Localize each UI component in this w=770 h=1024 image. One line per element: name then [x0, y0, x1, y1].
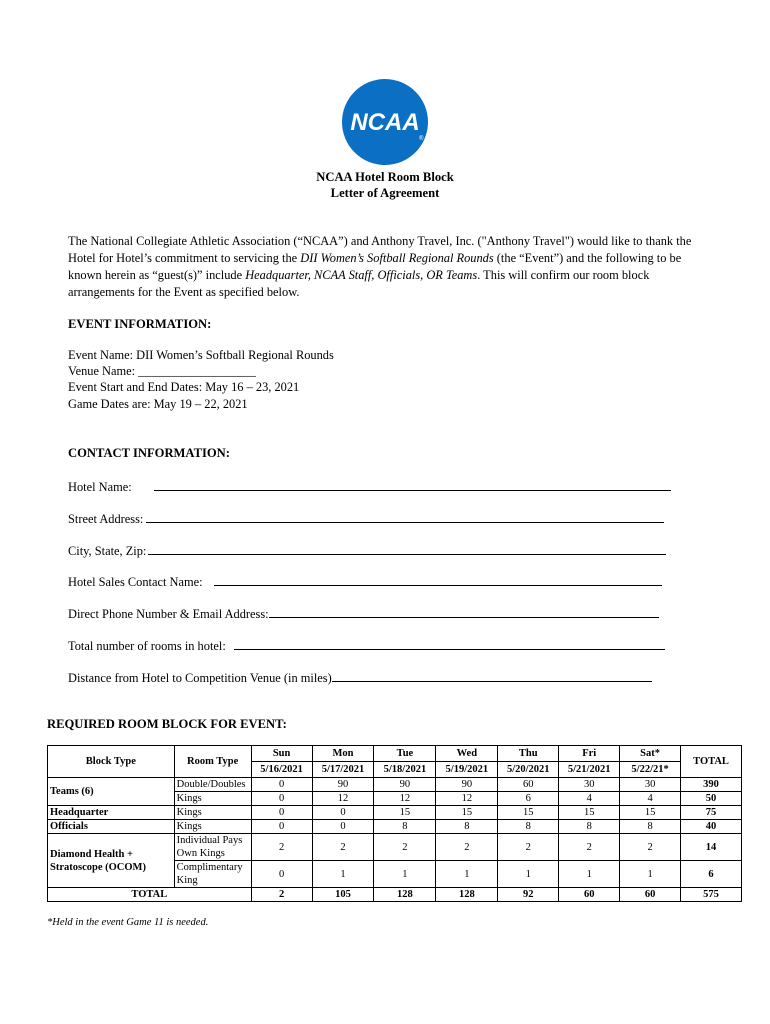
col-total: TOTAL [681, 746, 742, 778]
table-row [48, 834, 742, 861]
room-type-cell: Individual Pays Own Kings [174, 834, 251, 861]
value-cell: 2 [312, 834, 374, 861]
totals-label: TOTAL [48, 888, 252, 902]
day-total-cell: 60 [559, 888, 620, 902]
value-cell: 2 [251, 834, 312, 861]
block-type-cell: Teams (6) [48, 778, 175, 806]
phone-email-field[interactable]: Direct Phone Number & Email Address: [68, 606, 659, 622]
value-cell: 12 [312, 792, 374, 806]
hotel-name-field[interactable]: Hotel Name: [68, 479, 671, 495]
venue-name: Venue Name: ___________________ [68, 364, 256, 378]
value-cell: 0 [312, 806, 374, 820]
row-total-cell: 390 [681, 778, 742, 792]
city-state-zip-field[interactable]: City, State, Zip: [68, 543, 666, 559]
room-block-heading: REQUIRED ROOM BLOCK FOR EVENT: [47, 717, 287, 731]
footnote: *Held in the event Game 11 is needed. [47, 917, 209, 928]
value-cell: 15 [559, 806, 620, 820]
table-row [48, 820, 742, 834]
col-date: 5/18/2021 [374, 762, 436, 778]
value-cell: 15 [374, 806, 436, 820]
value-cell: 0 [312, 820, 374, 834]
document-title: NCAA Hotel Room Block [316, 170, 454, 184]
col-day: Mon [312, 746, 374, 762]
day-total-cell: 105 [312, 888, 374, 902]
event-dates: Event Start and End Dates: May 16 – 23, 2021 [68, 380, 300, 394]
value-cell: 1 [620, 861, 681, 888]
value-cell: 0 [251, 861, 312, 888]
block-type-cell: Diamond Health + Stratoscope (OCOM) [48, 834, 175, 888]
day-total-cell: 60 [620, 888, 681, 902]
row-total-cell: 40 [681, 820, 742, 834]
room-type-cell: Kings [174, 792, 251, 806]
value-cell: 2 [498, 834, 559, 861]
distance-field[interactable]: Distance from Hotel to Competition Venue (in miles) [68, 670, 652, 686]
grand-total-cell: 575 [681, 888, 742, 902]
col-room-type: Room Type [174, 746, 251, 778]
value-cell: 1 [374, 861, 436, 888]
value-cell: 0 [251, 820, 312, 834]
col-date: 5/20/2021 [498, 762, 559, 778]
event-name: Event Name: DII Women’s Softball Regional Rounds [68, 348, 334, 362]
col-day: Wed [436, 746, 498, 762]
totals-row [48, 888, 742, 902]
total-rooms-field[interactable]: Total number of rooms in hotel: [68, 638, 665, 654]
value-cell: 0 [251, 778, 312, 792]
col-day: Sun [251, 746, 312, 762]
col-day: Sat* [620, 746, 681, 762]
ncaa-logo [341, 78, 429, 166]
value-cell: 2 [436, 834, 498, 861]
day-total-cell: 128 [374, 888, 436, 902]
table-row [48, 806, 742, 820]
value-cell: 8 [374, 820, 436, 834]
value-cell: 2 [559, 834, 620, 861]
value-cell: 8 [620, 820, 681, 834]
room-block-table [47, 745, 742, 902]
intro-paragraph: The National Collegiate Athletic Association (“NCAA”) and Anthony Travel, Inc. ("Anthony Travel") would like to thank the Hotel for Hotel’s commitment to servicing the DII Women’s Softball Regional Rounds (the “Event”) and the following to be known herein as “guest(s)” include Headquarter, NCAA Staff, Officials, OR Teams. This will confirm our room block arrangements for the Event as specified below. [68, 234, 692, 299]
room-type-cell: Kings [174, 806, 251, 820]
col-day: Tue [374, 746, 436, 762]
value-cell: 1 [312, 861, 374, 888]
table-row [48, 778, 742, 792]
value-cell: 4 [559, 792, 620, 806]
col-date: 5/22/21* [620, 762, 681, 778]
value-cell: 6 [498, 792, 559, 806]
value-cell: 12 [374, 792, 436, 806]
value-cell: 60 [498, 778, 559, 792]
value-cell: 1 [498, 861, 559, 888]
row-total-cell: 50 [681, 792, 742, 806]
contact-info-heading: CONTACT INFORMATION: [68, 446, 230, 460]
value-cell: 2 [374, 834, 436, 861]
block-type-cell: Headquarter [48, 806, 175, 820]
sales-contact-field[interactable]: Hotel Sales Contact Name: [68, 574, 662, 590]
col-date: 5/17/2021 [312, 762, 374, 778]
value-cell: 15 [620, 806, 681, 820]
value-cell: 8 [436, 820, 498, 834]
col-date: 5/21/2021 [559, 762, 620, 778]
value-cell: 4 [620, 792, 681, 806]
event-info-heading: EVENT INFORMATION: [68, 317, 212, 331]
row-total-cell: 14 [681, 834, 742, 861]
value-cell: 0 [251, 792, 312, 806]
col-block-type: Block Type [48, 746, 175, 778]
room-type-cell: Kings [174, 820, 251, 834]
col-day: Fri [559, 746, 620, 762]
value-cell: 8 [559, 820, 620, 834]
value-cell: 90 [312, 778, 374, 792]
document-subtitle: Letter of Agreement [330, 186, 440, 200]
value-cell: 30 [620, 778, 681, 792]
value-cell: 1 [436, 861, 498, 888]
value-cell: 2 [620, 834, 681, 861]
street-address-field[interactable]: Street Address: [68, 511, 664, 527]
value-cell: 30 [559, 778, 620, 792]
day-total-cell: 2 [251, 888, 312, 902]
col-date: 5/19/2021 [436, 762, 498, 778]
value-cell: 12 [436, 792, 498, 806]
game-dates: Game Dates are: May 19 – 22, 2021 [68, 397, 248, 411]
value-cell: 1 [559, 861, 620, 888]
room-type-cell: Complimentary King [174, 861, 251, 888]
value-cell: 8 [498, 820, 559, 834]
table-header-row [48, 746, 742, 762]
value-cell: 90 [374, 778, 436, 792]
day-total-cell: 128 [436, 888, 498, 902]
value-cell: 90 [436, 778, 498, 792]
day-total-cell: 92 [498, 888, 559, 902]
row-total-cell: 6 [681, 861, 742, 888]
value-cell: 0 [251, 806, 312, 820]
block-type-cell: Officials [48, 820, 175, 834]
room-type-cell: Double/Doubles [174, 778, 251, 792]
value-cell: 15 [498, 806, 559, 820]
row-total-cell: 75 [681, 806, 742, 820]
ncaa-logo-text: NCAA [350, 109, 420, 136]
col-date: 5/16/2021 [251, 762, 312, 778]
value-cell: 15 [436, 806, 498, 820]
col-day: Thu [498, 746, 559, 762]
svg-text:®: ® [419, 136, 424, 142]
